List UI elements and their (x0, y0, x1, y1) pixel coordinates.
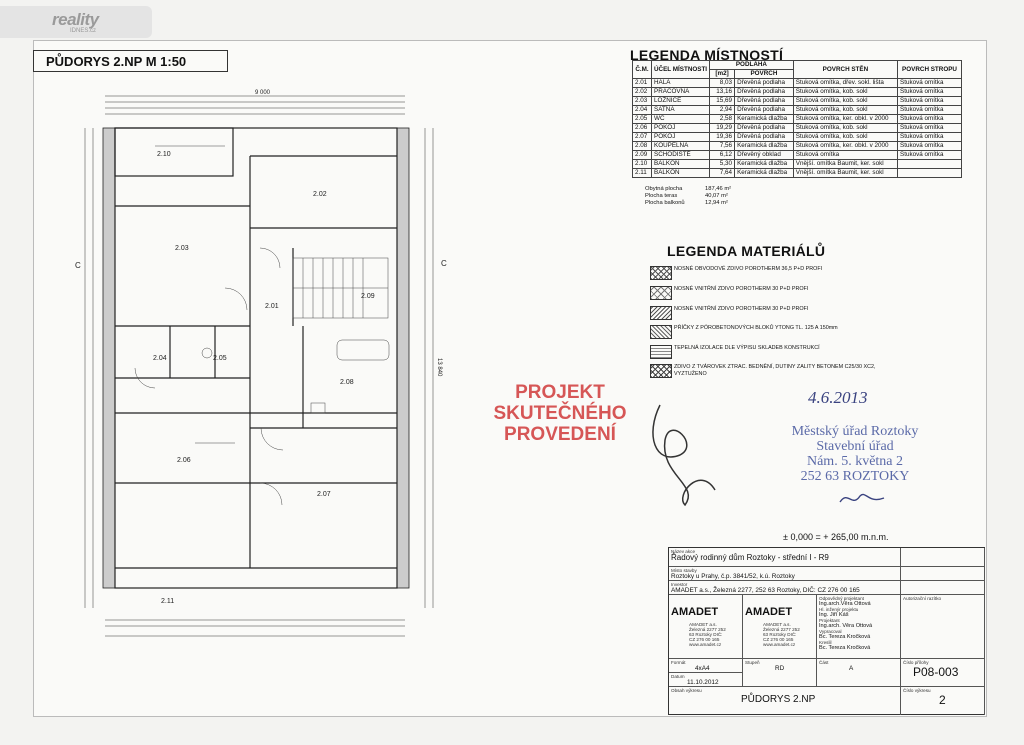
office-signature-icon (838, 488, 888, 510)
room-label: 2.08 (340, 379, 354, 386)
room-row (633, 142, 962, 151)
elevation-reference: ± 0,000 = + 265,00 m.n.m. (783, 532, 889, 542)
room-label: 2.05 (213, 355, 227, 362)
room-cell (898, 169, 962, 178)
room-label: 2.11 (161, 598, 175, 605)
room-cell: 2.06 (633, 124, 652, 133)
room-cell: Štuková omítka, kob. sokl (793, 97, 897, 106)
col-header: [m2] (710, 70, 735, 79)
room-label: 2.03 (175, 245, 189, 252)
col-header: POVRCH STĚN (793, 61, 897, 79)
room-cell: 2,94 (710, 106, 735, 115)
project-name: Řadový rodinný dům Roztoky - střední I - R9 (671, 553, 829, 562)
room-cell: Dřevěná podlaha (735, 124, 794, 133)
room-row (633, 160, 962, 169)
col-header: POVRCH (735, 70, 794, 79)
col-header: Č.M. (633, 61, 652, 79)
roles: Odpovědný projektant Ing.arch.Věra Ottová Hl. inženýr projektu Ing. Jiří Káš Projektant Ing.arch. Věra Ottová Vypracoval Bc. Tereza Kročková Kreslil Bc. Tereza Kročková (817, 595, 901, 659)
room-cell: Štuková omítka, kob. sokl (793, 106, 897, 115)
room-cell: 8,03 (710, 79, 735, 88)
room-label: 2.04 (153, 355, 167, 362)
drawing-content: PŮDORYS 2.NP (741, 694, 816, 705)
room-cell: 19,29 (710, 124, 735, 133)
room-label: 2.02 (313, 191, 327, 198)
room-cell: Vnější. omítka Baumit, ker. sokl (793, 160, 897, 169)
room-cell: 13,16 (710, 88, 735, 97)
room-cell: 15,69 (710, 97, 735, 106)
signature-icon (640, 395, 730, 515)
room-cell: 2.04 (633, 106, 652, 115)
room-row (633, 97, 962, 106)
col-header: ÚČEL MÍSTNOSTI (652, 61, 710, 79)
hatch-swatch (650, 325, 672, 339)
col-header: POVRCH STROPU (898, 61, 962, 79)
room-cell: 2.10 (633, 160, 652, 169)
company-logo: AMADET (671, 606, 719, 618)
material-item: NOSNÉ VNITŘNÍ ZDIVO POROTHERM 30 P+D PROFI (650, 286, 900, 300)
room-cell: 2.07 (633, 133, 652, 142)
room-cell: Dřevěná podlaha (735, 97, 794, 106)
dimension-right: 13 840 (436, 358, 442, 377)
room-cell: Štuková omítka, ker. obkl. v 2000 (793, 142, 897, 151)
sheet-number: 2 (939, 693, 946, 707)
room-cell: Štuková omítka, kob. sokl (793, 88, 897, 97)
room-cell: Keramická dlažba (735, 169, 794, 178)
room-cell: 2,58 (710, 115, 735, 124)
drawing-number: P08-003 (913, 665, 959, 679)
logo-sub: IDNES.cz (70, 28, 97, 34)
room-cell: 6,12 (710, 151, 735, 160)
room-cell: SCHODIŠTĚ (652, 151, 710, 160)
room-cell: Štuková omítka (898, 79, 962, 88)
company-logo: AMADET (745, 606, 793, 618)
room-label: 2.09 (361, 293, 375, 300)
room-cell (898, 160, 962, 169)
room-cell: 2.03 (633, 97, 652, 106)
room-row (633, 151, 962, 160)
room-label: 2.01 (265, 303, 279, 310)
room-cell: KOUPELNA (652, 142, 710, 151)
room-cell: Keramická dlažba (735, 142, 794, 151)
dimension-top: 9 000 (255, 90, 271, 96)
rooms-table (632, 60, 962, 178)
room-cell: POKOJ (652, 133, 710, 142)
room-cell: WC (652, 115, 710, 124)
room-cell: Štuková omítka (898, 124, 962, 133)
room-cell: 7,56 (710, 142, 735, 151)
drawing-title: PŮDORYS 2.NP M 1:50 (33, 50, 228, 72)
legend-rooms-title: LEGENDA MÍSTNOSTÍ (630, 47, 784, 63)
hatch-swatch (650, 286, 672, 300)
room-cell: BALKÓN (652, 169, 710, 178)
section-mark-left: C (75, 261, 81, 270)
investor: AMADET a.s., Železná 2277, 252 63 Roztoky, DIČ: CZ 276 00 165 (671, 587, 860, 594)
material-item: NOSNÉ VNITŘNÍ ZDIVO POROTHERM 30 P+D PROFI (650, 306, 900, 320)
legend-materials-title: LEGENDA MATERIÁLŮ (667, 243, 826, 259)
col-header: PODLAHA (710, 61, 794, 70)
room-cell: 7,64 (710, 169, 735, 178)
room-cell: 2.05 (633, 115, 652, 124)
room-row (633, 88, 962, 97)
room-cell: Štuková omítka, dřev. sokl. lišta (793, 79, 897, 88)
room-label: 2.07 (317, 491, 331, 498)
room-cell: ŠATNA (652, 106, 710, 115)
logo-text: reality (52, 10, 99, 29)
office-stamp-date: 4.6.2013 (808, 388, 868, 407)
room-cell: Dřevěná podlaha (735, 79, 794, 88)
room-cell: Štuková omítka, kob. sokl (793, 133, 897, 142)
room-cell: 2.09 (633, 151, 652, 160)
room-cell: 2.01 (633, 79, 652, 88)
hatch-swatch (650, 266, 672, 280)
room-cell: POKOJ (652, 124, 710, 133)
as-built-stamp: PROJEKT SKUTEČNÉHO PROVEDENÍ (493, 382, 627, 445)
room-cell: BALKÓN (652, 160, 710, 169)
room-cell: Štuková omítka, kob. sokl (793, 124, 897, 133)
room-cell: Dřevěná podlaha (735, 106, 794, 115)
room-label: 2.06 (177, 457, 191, 464)
room-row (633, 124, 962, 133)
material-item: PŘÍČKY Z PÓROBETONOVÝCH BLOKŮ YTONG TL. 125 A 150mm (650, 325, 900, 343)
room-cell: Vnější. omítka Baumit, ker. sokl (793, 169, 897, 178)
office-stamp: Městský úřad Roztoky Stavební úřad Nám. 5. května 2 252 63 ROZTOKY (791, 424, 919, 484)
room-row (633, 133, 962, 142)
room-row (633, 79, 962, 88)
room-cell: Dřevěná podlaha (735, 88, 794, 97)
room-cell: 2.08 (633, 142, 652, 151)
room-cell: HALA (652, 79, 710, 88)
area-summary: Obytná plocha 187,46 m² Plocha teras 40,07 m² Plocha balkonů 12,94 m² (645, 186, 732, 206)
room-row (633, 106, 962, 115)
section-mark-right: C (441, 259, 447, 268)
title-block: Název akce Řadový rodinný dům Roztoky - střední I - R9 Místo stavby Roztoky u Prahy, č.p. 3841/52, k.ú. Roztoky Investor AMADET a.s., Železná 2277, 252 63 Roztoky, DIČ: CZ 276 00 165 AMADET AMADET a.s. Železná 2277 252 63 Roztoky DIČ: CZ 276 00 165 www.amadet.cz AMADET AMADET a.s. Železná 2277 252 63 Roztoky DIČ: CZ 276 00 165 www.amadet.cz Odpovědný projektant Ing.arch.Věra Ottová Hl. inženýr projektu Ing. Jiří Káš Projektant Ing.arch. Věra Ottová Vypracoval Bc. Tereza Kročková Kreslil Bc. Tereza Kročková Autorizační razítko Formát 4xA4 Stupeň RD Část A Číslo přílohy P08-003 Datum 11.10.2012 Obsah výkresu PŮDORYS 2.NP Číslo výkresu 2 (668, 547, 985, 715)
room-cell: Dřevěná podlaha (735, 133, 794, 142)
room-cell: Štuková omítka (898, 151, 962, 160)
room-label: 2.10 (157, 151, 171, 158)
room-cell: 2.11 (633, 169, 652, 178)
floor-plan (75, 88, 450, 648)
room-cell: Štuková omítka (898, 133, 962, 142)
hatch-swatch (650, 306, 672, 320)
room-cell: Štuková omítka (898, 88, 962, 97)
room-row (633, 169, 962, 178)
material-item: TEPELNÁ IZOLACE DLE VÝPISU SKLADEB KONSTRUKCÍ (650, 345, 900, 363)
room-cell: Štuková omítka (898, 115, 962, 124)
room-cell: Keramická dlažba (735, 115, 794, 124)
room-cell: Štuková omítka (793, 151, 897, 160)
room-cell: Dřevěný obklad (735, 151, 794, 160)
room-cell: 2.02 (633, 88, 652, 97)
material-item: NOSNÉ OBVODOVÉ ZDIVO POROTHERM 36,5 P+D PROFI (650, 266, 900, 280)
room-cell: LOŽNICE (652, 97, 710, 106)
room-cell: 19,36 (710, 133, 735, 142)
room-cell: PRACOVNA (652, 88, 710, 97)
room-cell: Keramická dlažba (735, 160, 794, 169)
room-cell: Štuková omítka (898, 142, 962, 151)
site: Roztoky u Prahy, č.p. 3841/52, k.ú. Roztoky (671, 573, 795, 580)
room-cell: Štuková omítka (898, 106, 962, 115)
room-cell: Štuková omítka, ker. obkl. v 2000 (793, 115, 897, 124)
hatch-swatch (650, 364, 672, 378)
reality-logo[interactable] (0, 6, 152, 38)
room-row (633, 115, 962, 124)
material-item: ZDIVO Z TVÁROVEK ZTRAC. BEDNĚNÍ, DUTINY ZALITY BETONEM C25/30 XC2, VYZTUŽENO (650, 364, 900, 384)
room-cell: Štuková omítka (898, 97, 962, 106)
hatch-swatch (650, 345, 672, 359)
room-cell: 5,30 (710, 160, 735, 169)
